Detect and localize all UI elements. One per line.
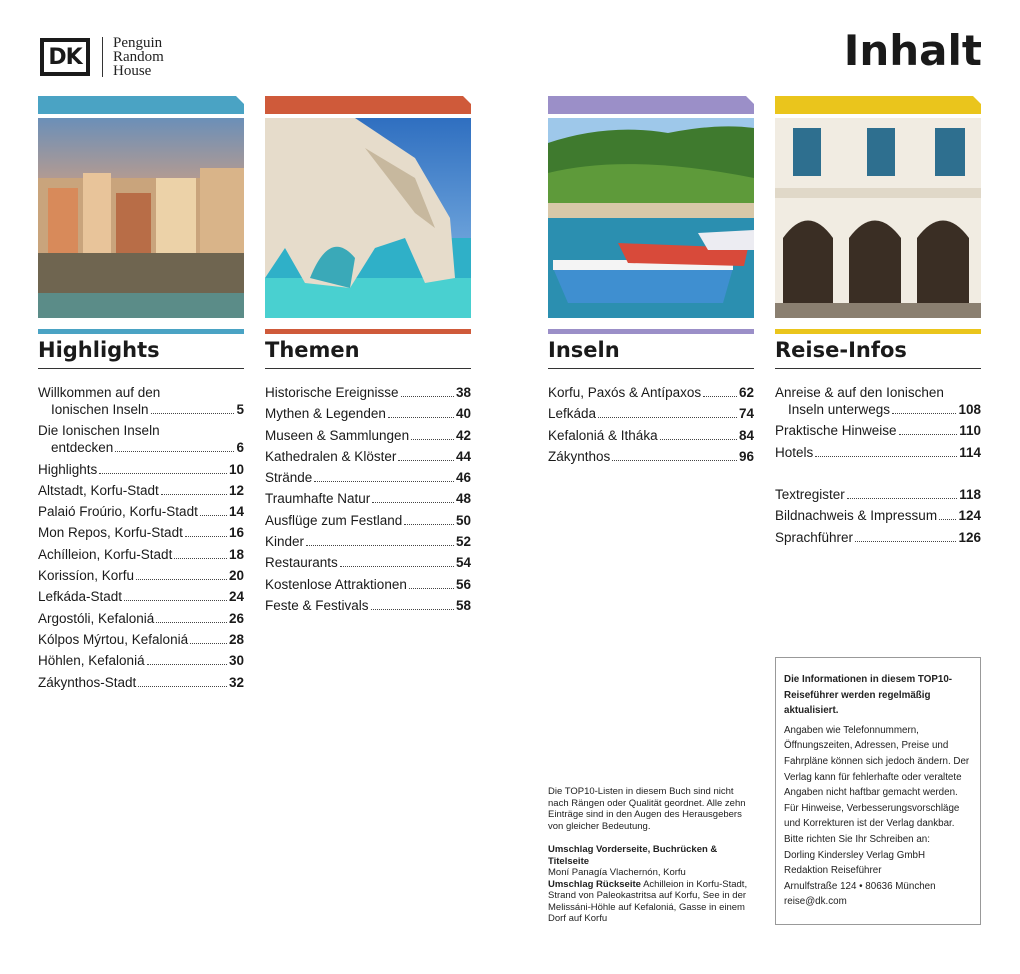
arcade-cafe-photo	[775, 118, 981, 318]
page-number: 58	[455, 597, 471, 613]
reise-underbar	[775, 329, 981, 334]
inseln-underbar	[548, 329, 754, 334]
toc-entry[interactable]: Ausflüge zum Festland 50	[265, 512, 471, 528]
front-cover-label: Umschlag Vorderseite, Buchrücken & Titelseite	[548, 844, 718, 867]
toc-entry[interactable]: Historische Ereignisse 38	[265, 385, 471, 400]
toc-entry[interactable]: Feste & Festivals 58	[265, 597, 471, 613]
reise-toc	[775, 384, 981, 550]
page-number: 20	[228, 568, 244, 584]
reise-tab-shape	[775, 96, 981, 114]
inseln-toc	[548, 384, 754, 469]
toc-entry[interactable]: Strände 46	[265, 470, 471, 486]
page-number: 28	[228, 631, 244, 647]
toc-entry[interactable]: Lefkáda-Stadt 24	[38, 589, 244, 605]
themen-underbar	[265, 329, 471, 334]
page-number: 110	[959, 423, 981, 439]
update-info-box	[775, 657, 981, 925]
toc-entry[interactable]: Argostóli, Kefaloniá 26	[38, 610, 244, 626]
page-title: Inhalt	[843, 26, 982, 75]
toc-entry[interactable]: Lefkáda 74	[548, 406, 754, 422]
page-number: 5	[236, 402, 244, 417]
page-number: 118	[959, 487, 981, 503]
page-number: 44	[455, 448, 471, 464]
inseln-tab-shape	[548, 96, 754, 114]
page-number: 48	[455, 491, 471, 507]
highlights-underbar	[38, 329, 244, 334]
page-number: 10	[228, 461, 244, 477]
themen-title: Themen	[265, 338, 471, 369]
penguin-random-house-logo: Penguin Random House	[113, 35, 164, 79]
toc-entry[interactable]: Mon Repos, Korfu-Stadt 16	[38, 525, 244, 541]
page-number: 124	[958, 508, 981, 524]
toc-entry[interactable]: Anreise & auf den Ionischen Inseln unterwegs 108	[775, 385, 981, 417]
page-number: 114	[959, 444, 981, 460]
toc-entry[interactable]: Zákynthos-Stadt 32	[38, 674, 244, 690]
publisher-logo	[40, 36, 164, 78]
highlights-title: Highlights	[38, 338, 244, 369]
page-number: 46	[455, 470, 471, 486]
toc-entry[interactable]: Bildnachweis & Impressum 124	[775, 508, 981, 524]
toc-entry[interactable]: Hotels 114	[775, 444, 981, 460]
toc-entry[interactable]: Highlights 10	[38, 461, 244, 477]
page-number: 6	[236, 440, 244, 456]
toc-entry[interactable]: Korissíon, Korfu 20	[38, 568, 244, 584]
highlights-toc	[38, 384, 244, 695]
info-address-line: Dorling Kindersley Verlag GmbH	[784, 849, 926, 861]
toc-entry[interactable]: Sprachführer 126	[775, 529, 981, 545]
info-body: Angaben wie Telefonnummern, Öffnungszeiten, Adressen, Preise und Fahrpläne können sich jedoch ändern. Der Verlag kann für fehlerhafte oder veraltete Angaben nicht haftbar gemacht werden. Für Hinweise, Verbesserungsvorschläge und Korrekturen ist der Verlag dankbar. Bitte richten Sie Ihr Schreiben an:	[784, 724, 970, 845]
inseln-tab	[548, 96, 754, 119]
back-cover-text: Achilleion in Korfu-Stadt, Strand von Paleokastritsa auf Korfu, See in der Melissáni-Höhle auf Kefaloniá, Gasse in einem Dorf auf Korfu	[548, 878, 748, 924]
page-number: 30	[228, 653, 244, 669]
page-number: 24	[228, 589, 244, 605]
info-address-line: Redaktion Reiseführer	[784, 865, 882, 877]
page-number: 74	[738, 406, 754, 422]
toc-entry[interactable]: Zákynthos 96	[548, 448, 754, 464]
top10-note: Die TOP10-Listen in diesem Buch sind nicht nach Rängen oder Qualität geordnet. Alle zehn Einträge sind in den Augen des Herausgebers von gleicher Bedeutung.	[548, 786, 746, 832]
toc-spacer	[775, 465, 981, 482]
toc-entry[interactable]: Höhlen, Kefaloniá 30	[38, 653, 244, 669]
toc-entry[interactable]: Praktische Hinweise 110	[775, 423, 981, 439]
page-number: 50	[455, 512, 471, 528]
info-email[interactable]: reise@dk.com	[784, 896, 847, 908]
page-number: 16	[228, 525, 244, 541]
page-number: 32	[228, 674, 244, 690]
themen-tab	[265, 96, 471, 119]
harbour-boats-photo	[548, 118, 754, 318]
blue-caves-photo	[265, 118, 471, 318]
corfu-town-photo	[38, 118, 244, 318]
toc-entry[interactable]: Achílleion, Korfu-Stadt 18	[38, 546, 244, 562]
page-number: 26	[228, 610, 244, 626]
toc-entry[interactable]: Traumhafte Natur 48	[265, 491, 471, 507]
logo-divider	[102, 37, 103, 77]
toc-entry[interactable]: Palaió Froúrio, Korfu-Stadt 14	[38, 504, 244, 520]
cover-credits-note	[548, 786, 748, 925]
toc-entry[interactable]: Kinder 52	[265, 534, 471, 550]
info-heading: Die Informationen in diesem TOP10-Reiseführer werden regelmäßig aktualisiert.	[784, 674, 953, 717]
front-cover-text: Moní Panagía Vlachernón, Korfu	[548, 867, 686, 878]
toc-entry[interactable]: Kostenlose Attraktionen 56	[265, 576, 471, 592]
page-number: 126	[958, 529, 981, 545]
toc-entry[interactable]: Korfu, Paxós & Antípaxos 62	[548, 385, 754, 400]
toc-entry[interactable]: Mythen & Legenden 40	[265, 406, 471, 422]
info-address-line: Arnulfstraße 124 • 80636 München	[784, 880, 936, 892]
page-number: 54	[455, 555, 471, 571]
toc-entry[interactable]: Die Ionischen Inseln entdecken 6	[38, 423, 244, 456]
page-number: 14	[228, 504, 244, 520]
page-number: 96	[738, 448, 754, 464]
toc-entry[interactable]: Kathedralen & Klöster 44	[265, 448, 471, 464]
toc-entry[interactable]: Textregister 118	[775, 487, 981, 503]
toc-entry[interactable]: Altstadt, Korfu-Stadt 12	[38, 482, 244, 498]
page-number: 18	[228, 546, 244, 562]
page-number: 84	[738, 427, 754, 443]
reise-title: Reise-Infos	[775, 338, 981, 369]
page-number: 42	[455, 427, 471, 443]
toc-entry[interactable]: Kefaloniá & Itháka 84	[548, 427, 754, 443]
toc-entry[interactable]: Kólpos Mýrtou, Kefaloniá 28	[38, 631, 244, 647]
page-number: 40	[455, 406, 471, 422]
page-number: 56	[455, 576, 471, 592]
highlights-tab-shape	[38, 96, 244, 114]
back-cover-label: Umschlag Rückseite	[548, 878, 641, 890]
toc-entry[interactable]: Willkommen auf den Ionischen Inseln 5	[38, 385, 244, 417]
page-number: 52	[455, 534, 471, 550]
page-number: 62	[738, 385, 754, 400]
page-number: 38	[455, 385, 471, 400]
page-number: 12	[228, 482, 244, 498]
toc-entry[interactable]: Restaurants 54	[265, 555, 471, 571]
inseln-title: Inseln	[548, 338, 754, 369]
highlights-tab	[38, 96, 244, 119]
page-number: 108	[958, 402, 981, 417]
toc-entry[interactable]: Museen & Sammlungen 42	[265, 427, 471, 443]
themen-tab-shape	[265, 96, 471, 114]
reise-tab	[775, 96, 981, 119]
dk-logo: DK	[40, 38, 90, 76]
themen-toc	[265, 384, 471, 618]
